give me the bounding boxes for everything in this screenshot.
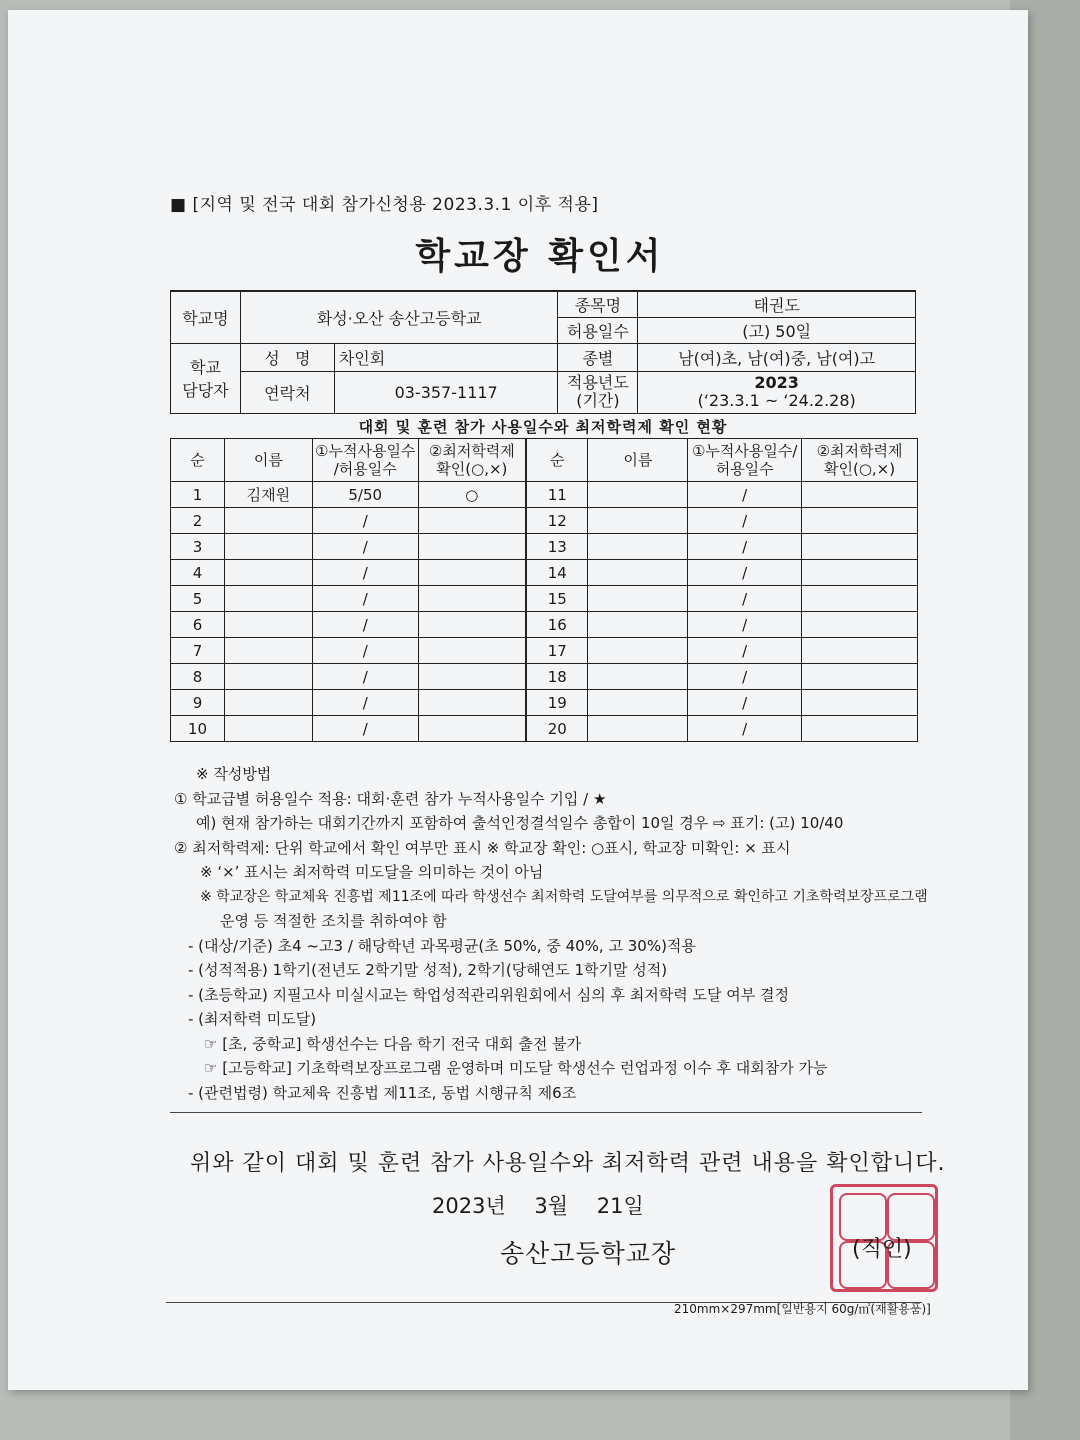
row-days: / xyxy=(312,716,418,742)
row-days: / xyxy=(688,534,802,560)
year-value xyxy=(638,371,916,413)
year-label xyxy=(558,371,638,413)
row-check xyxy=(802,482,918,508)
manager-label-line2: 담당자 xyxy=(182,381,229,400)
note-item: - (관련법령) 학교체육 진흥법 제11조, 동법 시행규칙 제6조 xyxy=(188,1083,577,1102)
row-name xyxy=(588,638,688,664)
note-item: ① 학교급별 허용일수 적용: 대회·훈련 참가 누적사용일수 기입 / ★ xyxy=(174,789,607,808)
header-days-right xyxy=(688,439,802,482)
row-no: 8 xyxy=(171,664,225,690)
row-no: 11 xyxy=(526,482,588,508)
school-label: 학교명 xyxy=(171,291,241,343)
note-item: - (대상/기준) 초4 ~고3 / 해당학년 과목평균(초 50%, 중 40%, 고 30%)적용 xyxy=(188,936,696,955)
header-name-right: 이름 xyxy=(588,439,688,482)
allowed-days-value: (고) 50일 xyxy=(638,317,916,343)
row-check xyxy=(418,664,526,690)
row-name xyxy=(588,716,688,742)
header-check-right xyxy=(802,439,918,482)
row-no: 13 xyxy=(526,534,588,560)
row-no: 9 xyxy=(171,690,225,716)
row-days: / xyxy=(688,586,802,612)
row-no: 16 xyxy=(526,612,588,638)
row-check xyxy=(418,586,526,612)
row-days: / xyxy=(312,664,418,690)
row-no: 14 xyxy=(526,560,588,586)
row-no: 15 xyxy=(526,586,588,612)
row-name xyxy=(588,534,688,560)
contact-value: 03-357-1117 xyxy=(334,371,558,413)
note-item: 예) 현재 참가하는 대회기간까지 포함하여 출석인정결석일수 총합이 10일 경우 ⇨ 표기: (고) 10/40 xyxy=(196,814,844,832)
writing-instructions xyxy=(174,762,934,1105)
row-check xyxy=(418,560,526,586)
page-title: 학교장 확인서 xyxy=(415,236,665,277)
sport-value: 태권도 xyxy=(638,291,916,317)
row-check: ○ xyxy=(418,482,526,508)
manager-label-line1: 학교 xyxy=(189,358,221,377)
header-days-right-2: 허용일수 xyxy=(715,460,774,478)
table-row xyxy=(171,612,918,638)
note-item: ※ 학교장은 학교체육 진흥법 제11조에 따라 학생선수 최저학력 도달여부를 의무적으로 확인하고 기초학력보장프로그램 xyxy=(200,888,928,905)
table-row xyxy=(171,664,918,690)
row-check xyxy=(802,586,918,612)
row-check xyxy=(802,690,918,716)
header-no-left: 순 xyxy=(171,439,225,482)
contact-label: 연락처 xyxy=(240,371,334,413)
row-no: 18 xyxy=(526,664,588,690)
row-name xyxy=(224,586,312,612)
header-days-right-1: ①누적사용일수/ xyxy=(691,442,798,460)
row-days: / xyxy=(312,534,418,560)
row-no: 2 xyxy=(171,508,225,534)
row-days: / xyxy=(312,690,418,716)
row-no: 1 xyxy=(171,482,225,508)
category-value: 남(여)초, 남(여)중, 남(여)고 xyxy=(638,343,916,371)
table-row xyxy=(171,586,918,612)
name-label: 성 명 xyxy=(240,343,334,371)
table-row xyxy=(171,534,918,560)
row-name xyxy=(588,560,688,586)
category-label: 종별 xyxy=(558,343,638,371)
header-note: ■ [지역 및 전국 대회 참가신청용 2023.3.1 이후 적용] xyxy=(170,195,599,215)
paper-spec-footnote: 210mm×297mm[일반용지 60g/㎡(재활용품)] xyxy=(674,1302,931,1316)
row-days: / xyxy=(688,482,802,508)
row-days: / xyxy=(688,638,802,664)
header-name-left: 이름 xyxy=(224,439,312,482)
table-row xyxy=(171,508,918,534)
table-row xyxy=(171,638,918,664)
row-check xyxy=(802,560,918,586)
row-name xyxy=(224,508,312,534)
header-no-right: 순 xyxy=(526,439,588,482)
confirmation-statement: 위와 같이 대회 및 훈련 참가 사용일수와 최저학력 관련 내용을 확인합니다. xyxy=(190,1151,946,1176)
row-check xyxy=(802,638,918,664)
row-name: 김재원 xyxy=(224,482,312,508)
table-row xyxy=(171,560,918,586)
manager-label xyxy=(171,343,241,413)
row-name xyxy=(588,586,688,612)
year-value-line1: 2023 xyxy=(754,373,799,392)
row-days: / xyxy=(312,638,418,664)
header-check-left-1: ②최저학력제 xyxy=(428,442,515,460)
allowed-days-label: 허용일수 xyxy=(558,317,638,343)
row-name xyxy=(588,482,688,508)
row-no: 20 xyxy=(526,716,588,742)
table-row xyxy=(171,482,918,508)
header-check-left xyxy=(418,439,526,482)
row-name xyxy=(224,664,312,690)
row-days: / xyxy=(688,508,802,534)
roster-band-title: 대회 및 훈련 참가 사용일수와 최저학력제 확인 현황 xyxy=(170,413,916,440)
row-name xyxy=(588,664,688,690)
info-table xyxy=(170,290,916,414)
row-name xyxy=(224,612,312,638)
year-value-line2: (‘23.3.1 ~ ‘24.2.28) xyxy=(697,391,856,410)
row-check xyxy=(802,534,918,560)
row-name xyxy=(224,560,312,586)
row-check xyxy=(418,716,526,742)
row-name xyxy=(588,612,688,638)
note-item: - (최저학력 미도달) xyxy=(188,1010,317,1028)
row-no: 10 xyxy=(171,716,225,742)
row-no: 6 xyxy=(171,612,225,638)
row-days: / xyxy=(312,508,418,534)
row-check xyxy=(418,534,526,560)
row-no: 5 xyxy=(171,586,225,612)
row-days: / xyxy=(312,586,418,612)
roster-table xyxy=(170,438,918,742)
note-item: 운영 등 적절한 조치를 취하여야 함 xyxy=(220,912,447,930)
note-item: ☞ [고등학교] 기초학력보장프로그램 운영하며 미도달 학생선수 런업과정 이수 후 대회참가 가능 xyxy=(204,1059,828,1077)
row-name xyxy=(224,690,312,716)
row-no: 19 xyxy=(526,690,588,716)
row-days: / xyxy=(688,612,802,638)
header-days-left-1: ①누적사용일수 xyxy=(315,442,416,460)
row-days: 5/50 xyxy=(312,482,418,508)
header-check-right-1: ②최저학력제 xyxy=(816,442,903,460)
row-days: / xyxy=(312,612,418,638)
table-row xyxy=(171,690,918,716)
table-row xyxy=(171,716,918,742)
header-check-right-2: 확인(○,×) xyxy=(823,460,896,478)
row-no: 4 xyxy=(171,560,225,586)
row-check xyxy=(802,612,918,638)
seal-label: (직인) xyxy=(852,1237,912,1262)
note-item: - (성적적용) 1학기(전년도 2학기말 성적), 2학기(당해연도 1학기말 성적) xyxy=(188,961,668,979)
roster-header-row xyxy=(171,439,918,482)
row-check xyxy=(418,638,526,664)
sport-label: 종목명 xyxy=(558,291,638,317)
row-days: / xyxy=(688,716,802,742)
row-check xyxy=(802,664,918,690)
note-item: ☞ [초, 중학교] 학생선수는 다음 학기 전국 대회 출전 불가 xyxy=(204,1034,582,1053)
row-no: 17 xyxy=(526,638,588,664)
note-item: - (초등학교) 지필고사 미실시교는 학업성적관리위원회에서 심의 후 최저학력 도달 여부 결정 xyxy=(188,985,789,1004)
name-value: 차인회 xyxy=(334,343,558,371)
row-check xyxy=(418,690,526,716)
row-check xyxy=(802,716,918,742)
row-no: 12 xyxy=(526,508,588,534)
school-value: 화성·오산 송산고등학교 xyxy=(240,291,558,343)
year-label-line2: (기간) xyxy=(576,391,620,410)
row-name xyxy=(588,508,688,534)
row-days: / xyxy=(688,560,802,586)
row-days: / xyxy=(312,560,418,586)
header-days-left-2: /허용일수 xyxy=(333,460,397,478)
row-check xyxy=(418,508,526,534)
header-check-left-2: 확인(○,×) xyxy=(436,460,508,478)
divider xyxy=(170,1112,922,1113)
row-name xyxy=(588,690,688,716)
row-no: 3 xyxy=(171,534,225,560)
note-item: ※ ‘×’ 표시는 최저학력 미도달을 의미하는 것이 아님 xyxy=(200,863,544,881)
header-days-left xyxy=(312,439,418,482)
row-name xyxy=(224,638,312,664)
row-days: / xyxy=(688,690,802,716)
row-no: 7 xyxy=(171,638,225,664)
principal-title: 송산고등학교장 xyxy=(500,1239,677,1268)
row-check xyxy=(802,508,918,534)
row-name xyxy=(224,716,312,742)
year-label-line1: 적용년도 xyxy=(567,373,629,392)
note-heading: ※ 작성방법 xyxy=(196,765,272,783)
row-name xyxy=(224,534,312,560)
issue-date: 2023년 3월 21일 xyxy=(432,1194,644,1218)
note-item: ② 최저학력제: 단위 학교에서 확인 여부만 표시 ※ 학교장 확인: ○표시, 학교장 미확인: × 표시 xyxy=(174,838,791,857)
row-days: / xyxy=(688,664,802,690)
row-check xyxy=(418,612,526,638)
